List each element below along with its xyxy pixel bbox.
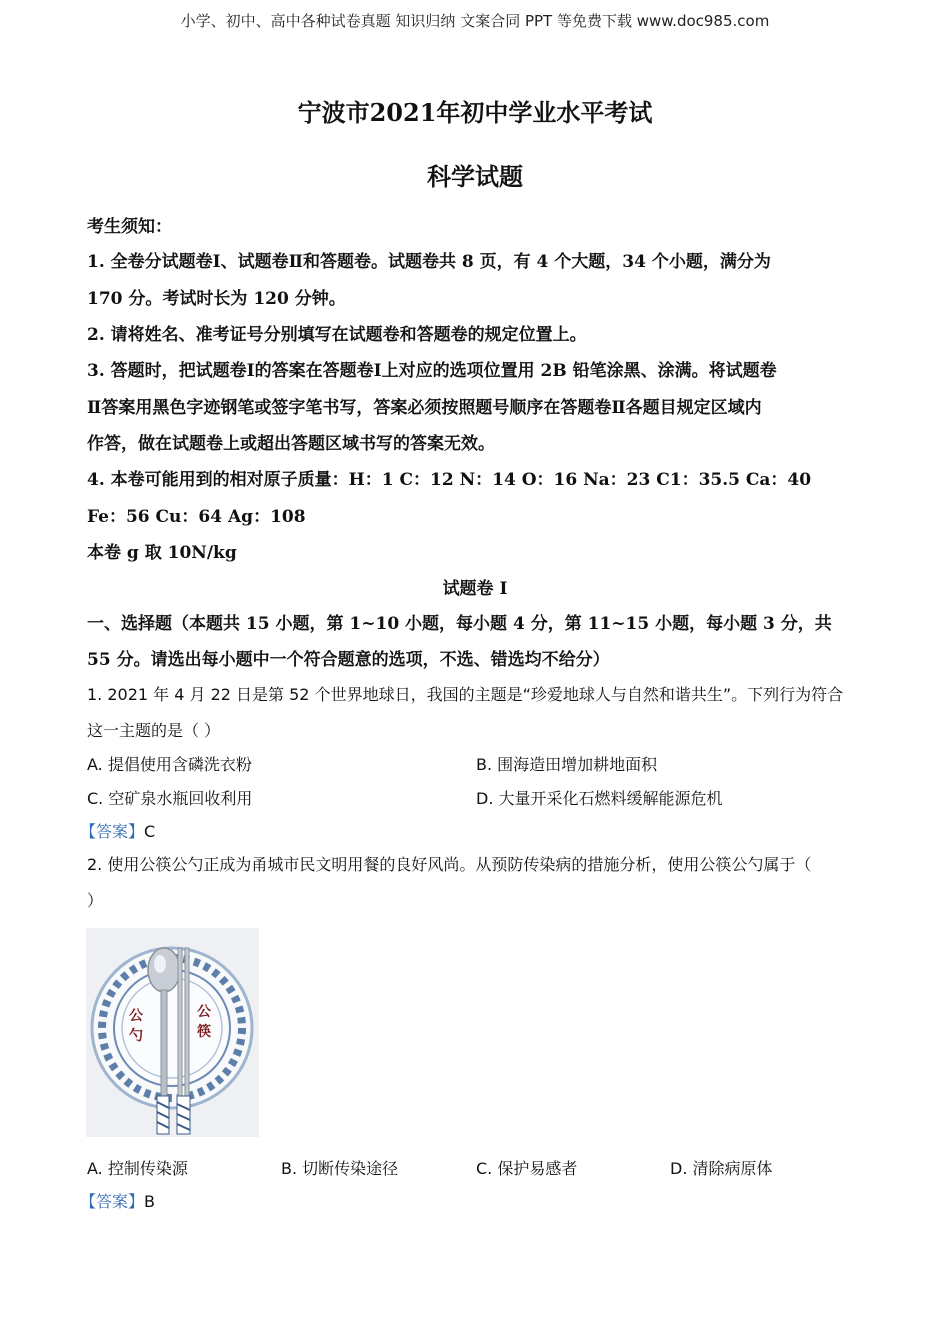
q2-option-d: D. 清除病原体: [670, 1159, 773, 1178]
q2-option-b: B. 切断传染途径: [281, 1159, 399, 1178]
q1-option-b: B. 围海造田增加耕地面积: [476, 755, 658, 774]
question-2-line: ）: [87, 891, 104, 910]
question-1-line: 1. 2021 年 4 月 22 日是第 52 个世界地球日，我国的主题是“珍爱地球人与自然和谐共生”。下列行为符合: [87, 685, 844, 704]
q2-answer: [80, 1189, 155, 1212]
notice-line: 1. 全卷分试题卷Ⅰ、试题卷Ⅱ和答题卷。试题卷共 8 页，有 4 个大题，34 个小题，满分为: [87, 252, 771, 272]
plate-illustration: [86, 928, 259, 1137]
exam-title: 宁波市2021年初中学业水平考试: [297, 98, 653, 127]
q1-option-c: C. 空矿泉水瓶回收利用: [87, 789, 253, 808]
question-2-line: 2. 使用公筷公勺正成为甬城市民文明用餐的良好风尚。从预防传染病的措施分析，使用公筷公勺属于（: [87, 855, 812, 874]
answer-value: B: [144, 1192, 155, 1211]
section-intro-line: 55 分。请选出每小题中一个符合题意的选项，不选、错选均不给分）: [87, 650, 610, 670]
notice-line: Ⅱ答案用黑色字迹钢笔或签字笔书写，答案必须按照题号顺序在答题卷Ⅱ各题目规定区域内: [87, 398, 762, 418]
site-banner: 小学、初中、高中各种试卷真题 知识归纳 文案合同 PPT 等免费下载 www.doc985.com: [180, 12, 770, 30]
question-1-line: 这一主题的是（ ）: [87, 721, 221, 740]
q1-answer: [80, 819, 155, 842]
notice-line: 作答，做在试题卷上或超出答题区域书写的答案无效。: [87, 434, 495, 454]
notice-heading: 考生须知：: [87, 217, 172, 237]
notice-line: 本卷 g 取 10N/kg: [87, 543, 237, 563]
exam-subtitle: 科学试题: [427, 162, 523, 191]
section-heading: 试题卷 I: [442, 579, 508, 599]
section-intro-line: 一、选择题（本题共 15 小题，第 1~10 小题，每小题 4 分，第 11~15 小题，每小题 3 分，共: [87, 614, 832, 634]
notice-line: 4. 本卷可能用到的相对原子质量：H：1 C：12 N：14 O：16 Na：23 C1：35.5 Ca：40: [87, 470, 812, 490]
q2-option-c: C. 保护易感者: [476, 1159, 578, 1178]
answer-tag: 【答案】: [80, 822, 145, 841]
q2-option-a: A. 控制传染源: [87, 1159, 188, 1178]
notice-line: Fe：56 Cu：64 Ag：108: [87, 507, 306, 527]
answer-tag: 【答案】: [80, 1192, 145, 1211]
q1-option-a: A. 提倡使用含磷洗衣粉: [87, 755, 252, 774]
q1-option-d: D. 大量开采化石燃料缓解能源危机: [476, 789, 723, 808]
notice-line: 170 分。考试时长为 120 分钟。: [87, 289, 346, 309]
spoon-label: 公勺: [129, 1008, 143, 1044]
chopsticks-label: 公筷: [197, 1004, 211, 1040]
notice-line: 3. 答题时，把试题卷Ⅰ的答案在答题卷Ⅰ上对应的选项位置用 2B 铅笔涂黑、涂满。将试题卷: [87, 361, 777, 381]
chopsticks-spoon-image: [86, 928, 259, 1137]
notice-line: 2. 请将姓名、准考证号分别填写在试题卷和答题卷的规定位置上。: [87, 325, 587, 345]
answer-value: C: [144, 822, 156, 841]
